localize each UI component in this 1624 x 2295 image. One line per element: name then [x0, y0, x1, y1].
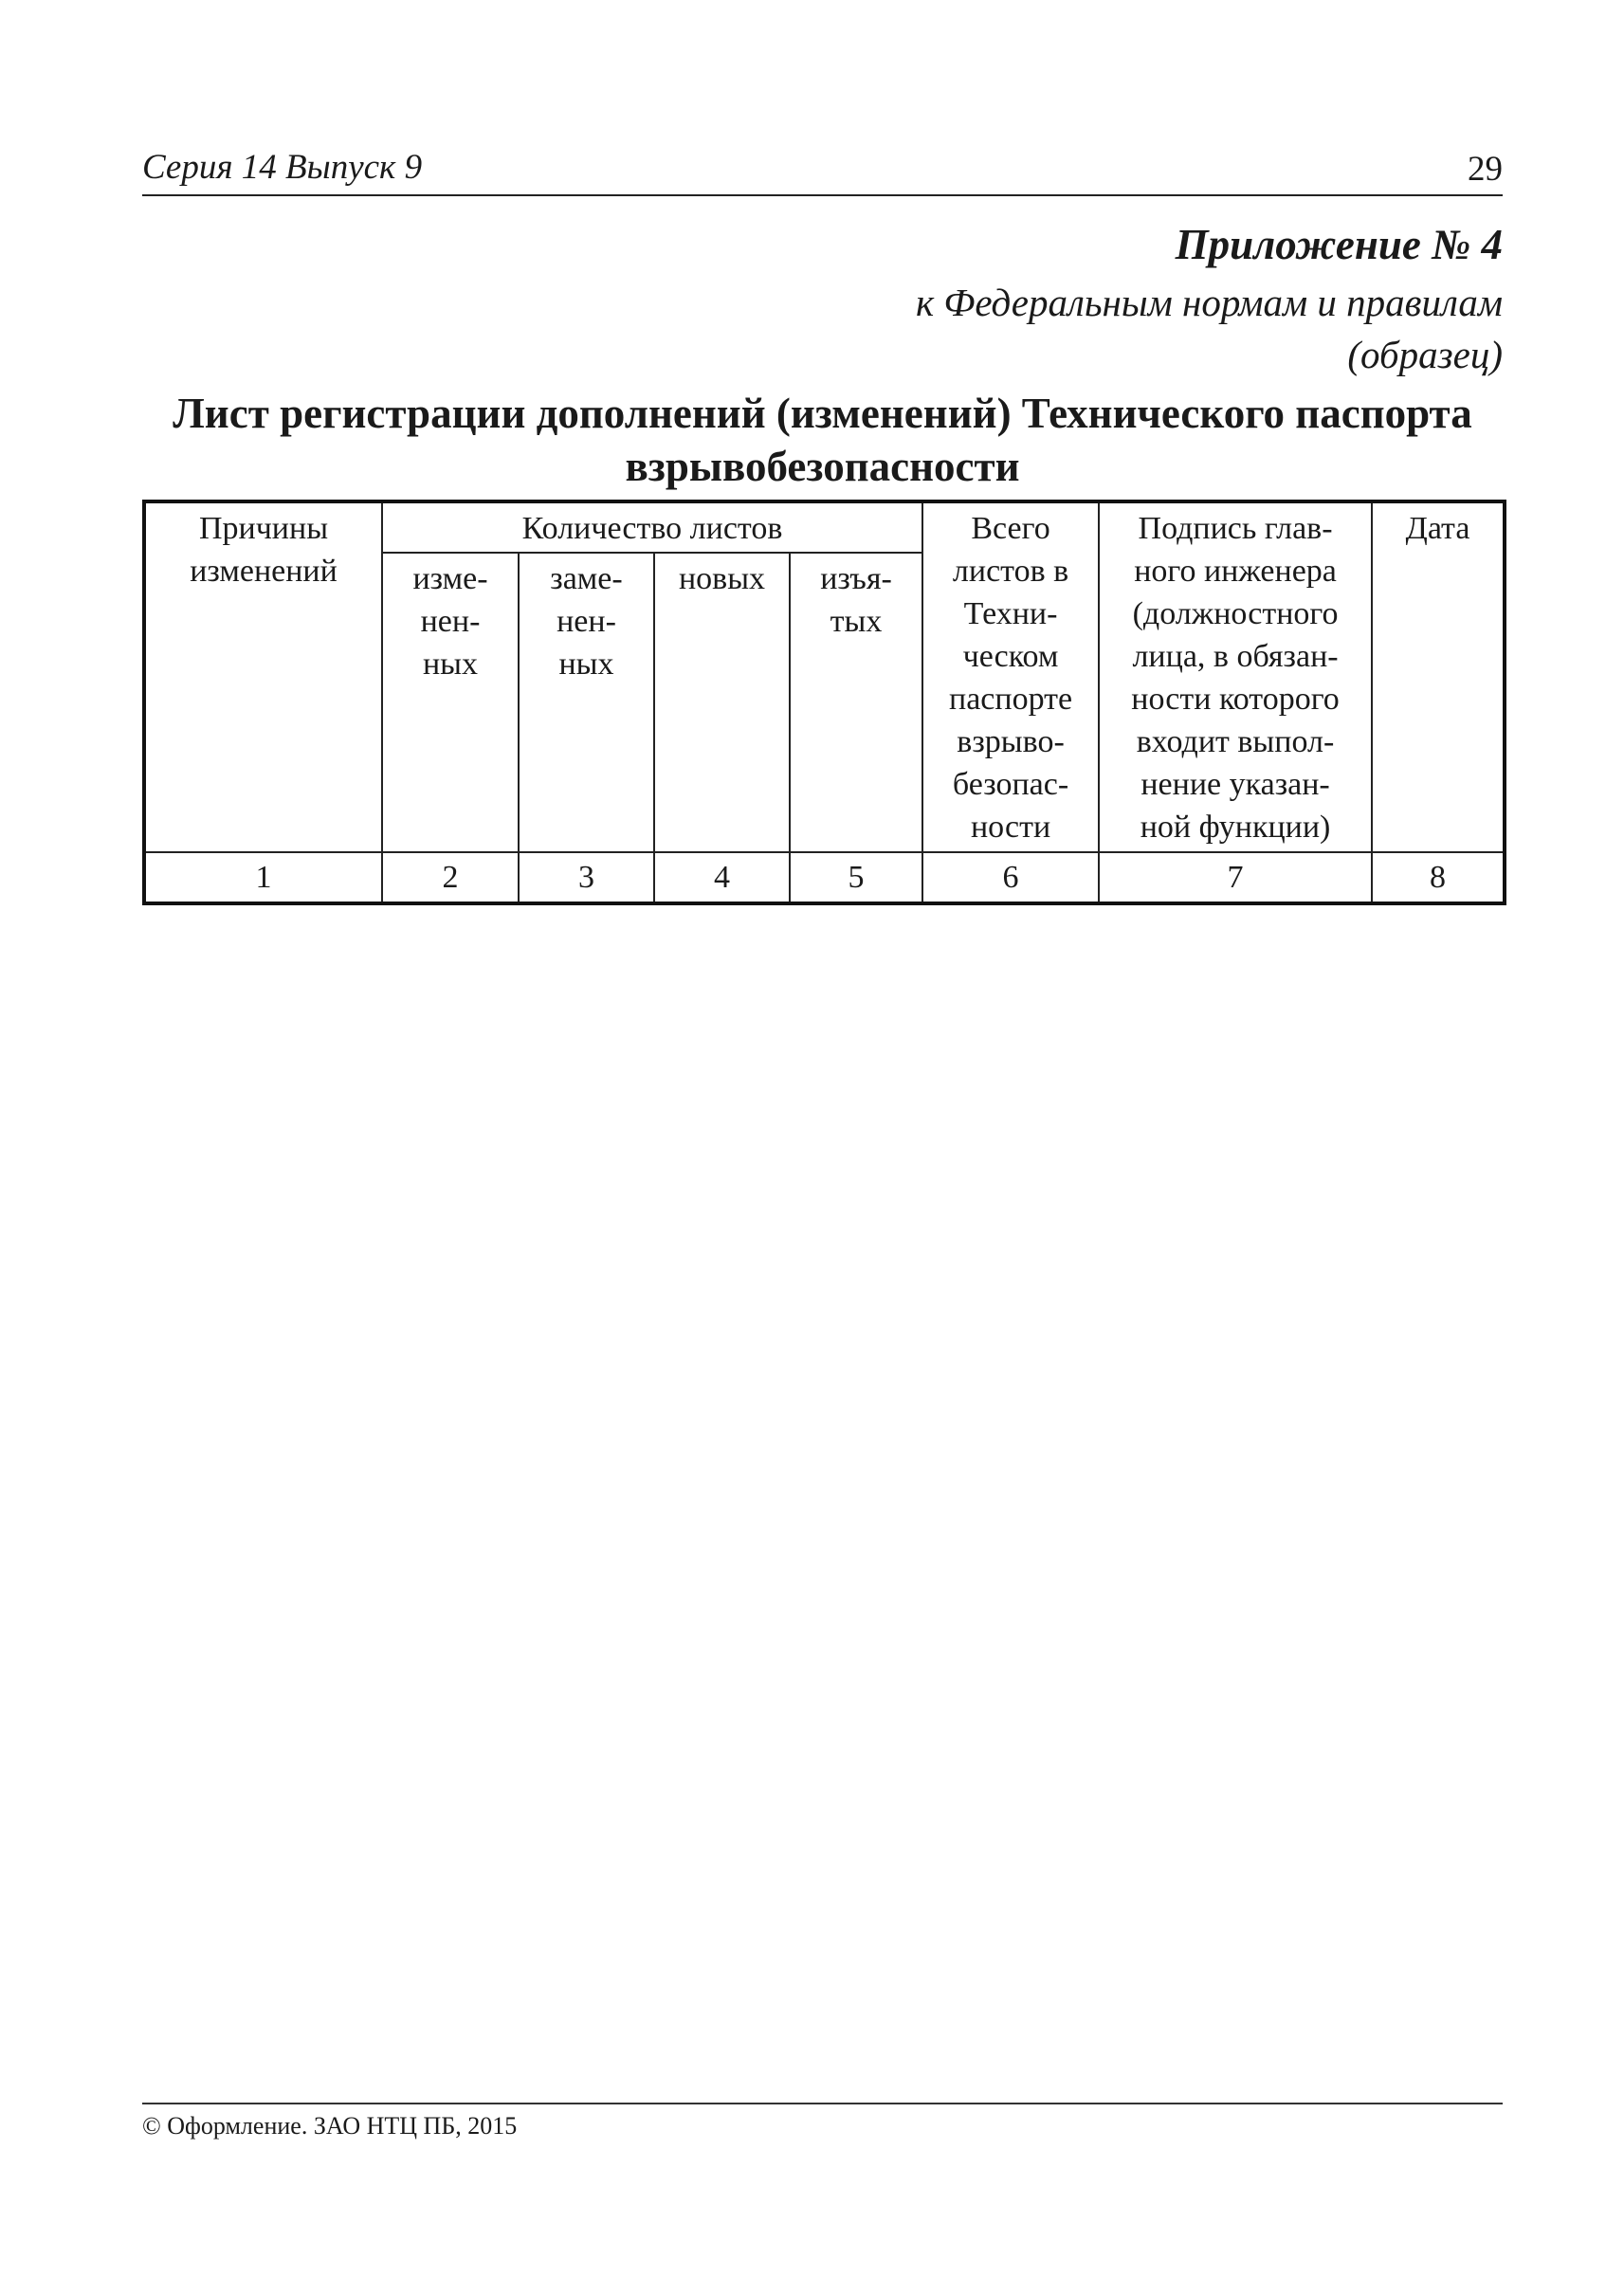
subheader-changed: изме- нен- ных — [412, 561, 488, 682]
column-number: 5 — [790, 852, 922, 903]
footer-copyright: © Оформление. ЗАО НТЦ ПБ, 2015 — [142, 2112, 518, 2140]
header-total-cell — [922, 501, 1099, 852]
header-date-cell — [1372, 501, 1505, 852]
footer-divider — [142, 2103, 1503, 2104]
subheader-removed: изъя- тых — [820, 561, 892, 639]
column-number-row — [144, 852, 1505, 903]
appendix-subtitle: к Федеральным нормам и правилам — [915, 281, 1503, 324]
header-signature: Подпись глав- ного инженера (должностного лица, в обязан- ности которого входит выпол- нение указан- ной функции) — [1131, 511, 1340, 845]
subheader-replaced-cell — [519, 553, 654, 852]
page-header — [142, 147, 1503, 196]
subheader-changed-cell — [382, 553, 519, 852]
column-number: 3 — [519, 852, 654, 903]
subheader-new-cell — [654, 553, 790, 852]
subheader-removed-cell — [790, 553, 922, 852]
header-total-sheets: Всего листов в Техни- ческом паспорте взрыво- безопас- ности — [949, 511, 1073, 845]
column-number: 4 — [654, 852, 790, 903]
appendix-title: Приложение № 4 — [1175, 221, 1503, 268]
registration-table — [142, 500, 1506, 905]
page-number: 29 — [1468, 150, 1503, 189]
appendix-sample-label: (образец) — [1347, 333, 1503, 376]
header-signature-cell — [1099, 501, 1372, 852]
column-number: 7 — [1099, 852, 1372, 903]
document-title: Лист регистрации дополнений (изменений) Технического паспорта взрывобезопасности — [173, 390, 1472, 490]
subheader-new: новых — [678, 561, 766, 596]
column-number: 8 — [1372, 852, 1505, 903]
header-date: Дата — [1405, 511, 1470, 546]
series-label: Серия 14 Выпуск 9 — [142, 148, 423, 187]
table-header-row — [144, 501, 1505, 553]
header-sheet-count-cell — [382, 501, 922, 553]
header-sheet-count: Количество листов — [521, 511, 783, 546]
column-number: 2 — [382, 852, 519, 903]
column-number: 1 — [144, 852, 382, 903]
subheader-replaced: заме- нен- ных — [550, 561, 623, 682]
header-reasons-cell — [144, 501, 382, 852]
header-reasons: Причины изменений — [190, 511, 338, 589]
column-number: 6 — [922, 852, 1099, 903]
